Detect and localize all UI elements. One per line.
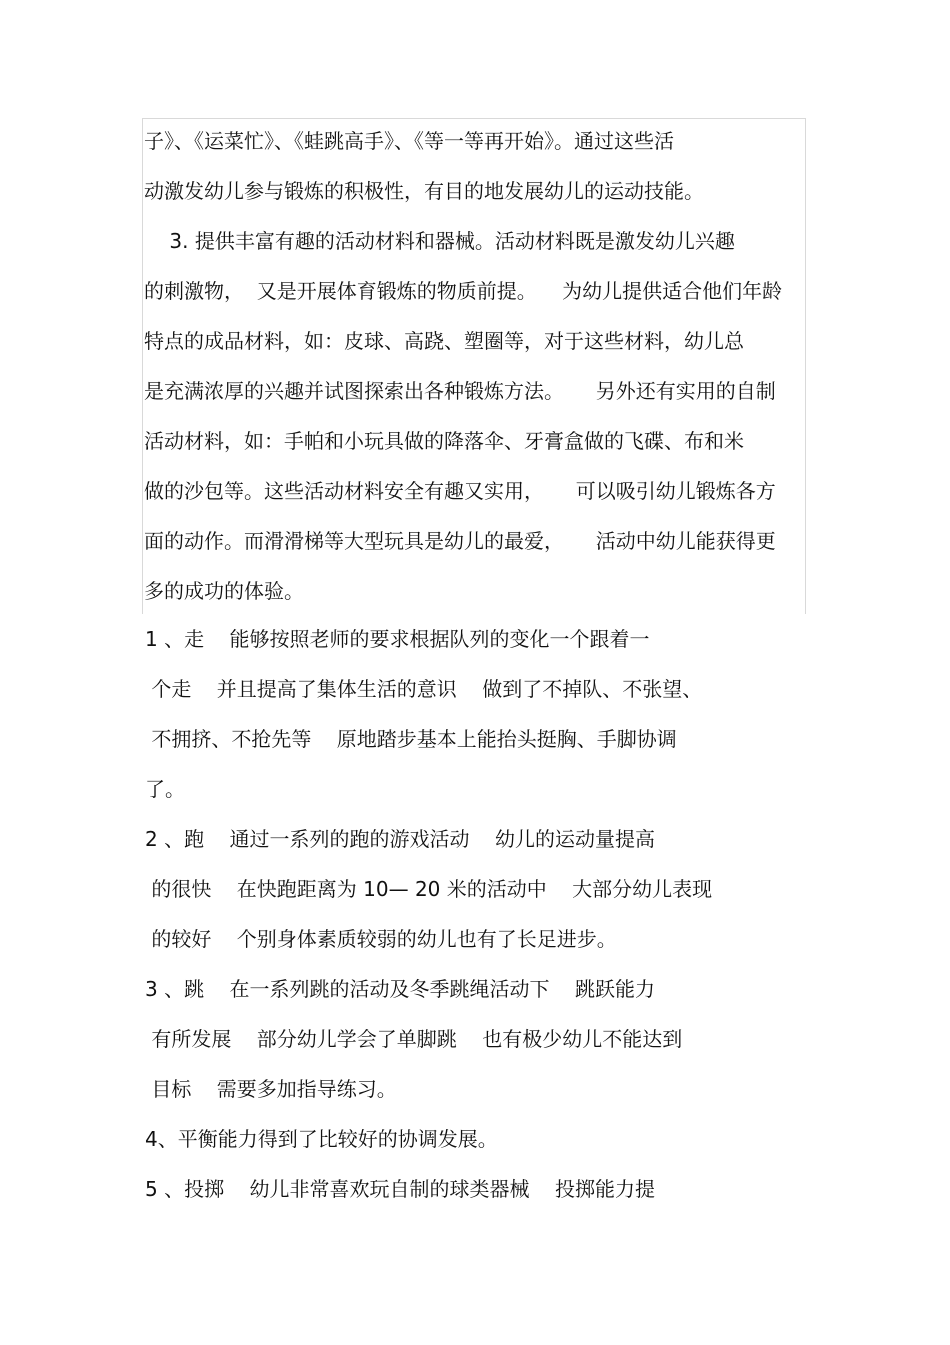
list-item: 的很快 在快跑距离为 10— 20 米的活动中 大部分幼儿表现 [145, 877, 713, 901]
list-item: 有所发展 部分幼儿学会了单脚跳 也有极少幼儿不能达到 [145, 1027, 683, 1051]
list-item: 目标 需要多加指导练习。 [145, 1077, 397, 1101]
text-line: 子》、《运菜忙》、《蛙跳高手》、《等一等再开始》。通过这些活 [144, 129, 674, 153]
list-item: 了。 [145, 777, 185, 801]
list-item: 个走 并且提高了集体生活的意识 做到了不掉队、不张望、 [145, 677, 703, 701]
text-line: 面的动作。而滑滑梯等大型玩具是幼儿的最爱， 活动中幼儿能获得更 [144, 529, 776, 553]
text-line: 特点的成品材料，如：皮球、高跷、塑圈等，对于这些材料，幼儿总 [144, 329, 744, 353]
list-item: 不拥挤、不抢先等 原地踏步基本上能抬头挺胸、手脚协调 [145, 727, 677, 751]
list-item: 3 、跳 在一系列跳的活动及冬季跳绳活动下 跳跃能力 [145, 977, 655, 1001]
list-item: 2 、跑 通过一系列的跑的游戏活动 幼儿的运动量提高 [145, 827, 655, 851]
text-line: 多的成功的体验。 [144, 579, 304, 603]
text-line: 3. 提供丰富有趣的活动材料和器械。活动材料既是激发幼儿兴趣 [144, 229, 735, 253]
text-line: 活动材料，如：手帕和小玩具做的降落伞、牙膏盒做的飞碟、布和米 [144, 429, 744, 453]
text-line: 做的沙包等。这些活动材料安全有趣又实用， 可以吸引幼儿锻炼各方 [144, 479, 776, 503]
list-item: 的较好 个别身体素质较弱的幼儿也有了长足进步。 [145, 927, 617, 951]
list-item: 4、平衡能力得到了比较好的协调发展。 [145, 1127, 498, 1151]
list-item: 1 、走 能够按照老师的要求根据队列的变化一个跟着一 [145, 627, 650, 651]
list-item: 5 、投掷 幼儿非常喜欢玩自制的球类器械 投掷能力提 [145, 1177, 655, 1201]
text-line: 的刺激物， 又是开展体育锻炼的物质前提。 为幼儿提供适合他们年龄 [144, 279, 783, 303]
text-line: 是充满浓厚的兴趣并试图探索出各种锻炼方法。 另外还有实用的自制 [144, 379, 776, 403]
text-line: 动激发幼儿参与锻炼的积极性，有目的地发展幼儿的运动技能。 [144, 179, 704, 203]
